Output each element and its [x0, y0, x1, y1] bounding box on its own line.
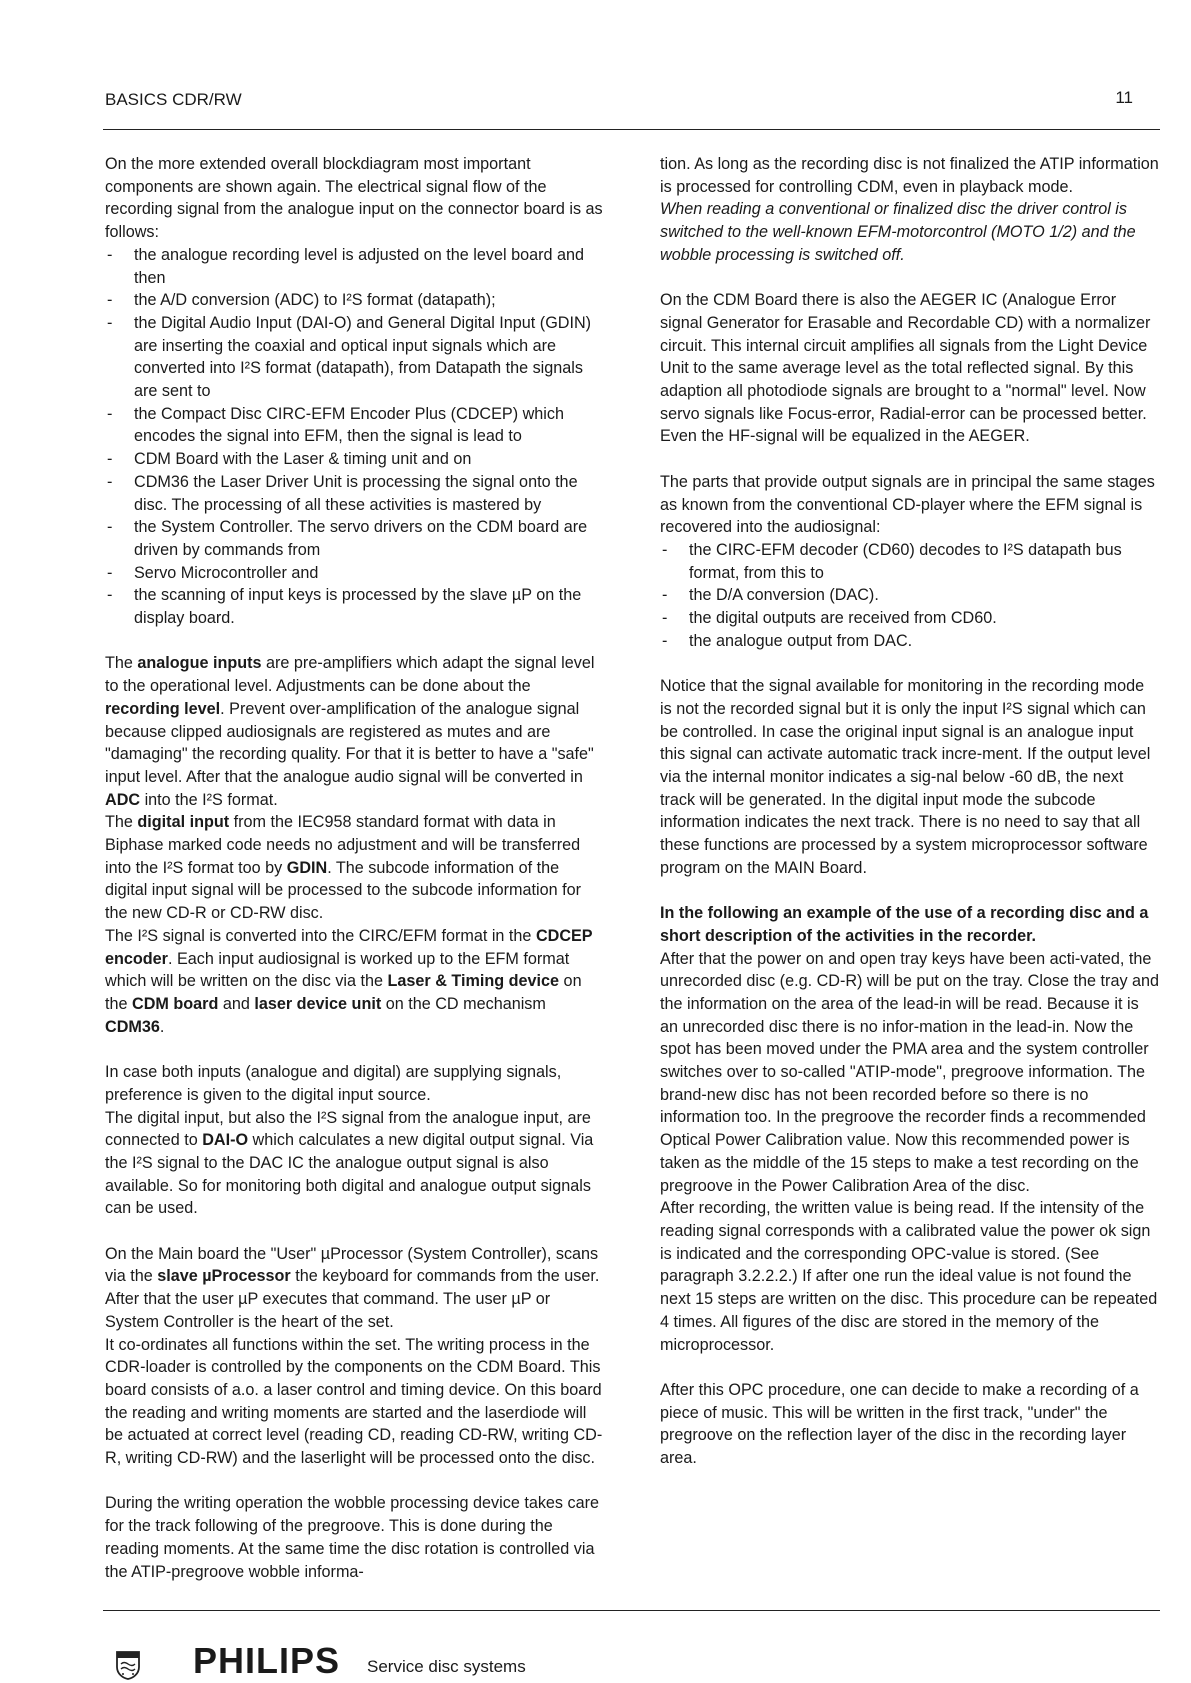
list-item: - the CIRC-EFM decoder (CD60) decodes to I²S datapath bus format, from this to [660, 539, 1160, 584]
header-rule [103, 129, 1160, 130]
footer-caption: Service disc systems [367, 1657, 526, 1676]
output-list [660, 539, 1160, 653]
brand-logo: PHILIPS [193, 1640, 341, 1681]
list-item: - CDM Board with the Laser & timing unit and on [105, 448, 605, 471]
dai-o-paragraph: The digital input, but also the I²S signal from the analogue input, are connected to DAI-O which calculates a new digital output signal. Via the I²S signal to the DAC IC the analogue output signal is also available. So for monitoring both digital and analogue output signals can be used. [105, 1108, 594, 1218]
opc-result-paragraph: After recording, the written value is being read. If the intensity of the reading signal corresponds with a calibrated value the power ok sign is indicated and the corresponding OPC-value is stored. (See paragraph 3.2.2.2.) If after one run the ideal value is not found the next 15 steps are written on the disc. This procedure can be repeated 4 times. All figures of the disc are stored in the memory of the microprocessor. [660, 1199, 1158, 1354]
right-column [660, 153, 1160, 1470]
footer-rule [103, 1610, 1160, 1611]
page-number: 11 [1115, 88, 1133, 107]
list-item: - the D/A conversion (DAC). [660, 584, 1160, 607]
wobble-paragraph: During the writing operation the wobble processing device takes care for the track following of the pregroove. This is done during the reading moments. At the same time the disc rotation is controlled via the ATIP-pregroove wobble informa- [105, 1494, 599, 1581]
list-item: - the digital outputs are received from CD60. [660, 607, 1160, 630]
analogue-inputs-paragraph: The analogue inputs are pre-amplifiers which adapt the signal level to the operational level. Adjustments can be done about the recording level. Prevent over-amplification of the analogue signal because clipped audiosignals are registered as mutes and are "damaging" the recording quality. For that it is better to have a "safe" input level. After that the analogue audio signal will be converted in ADC into the I²S format. [105, 654, 595, 809]
running-header: BASICS CDR/RW [105, 90, 242, 109]
list-item: - Servo Microcontroller and [105, 562, 605, 585]
list-item: - the analogue recording level is adjusted on the level board and then [105, 244, 605, 289]
philips-shield-icon [115, 1650, 141, 1680]
opc-recording-paragraph: After this OPC procedure, one can decide to make a recording of a piece of music. This will be written in the first track, "under" the pregroove on the reflection layer of the disc in the recording layer area. [660, 1380, 1139, 1467]
example-paragraph: After that the power on and open tray keys have been acti-vated, the unrecorded disc (e.g. CD-R) will be put on the tray. Close the tray and the information on the area of the lead-in will be read. Because it is an unrecorded disc there is no infor-mation in the lead-in. Now the spot has been moved under the PMA area and the system controller switches over to so-called "ATIP-mode", pregroove information. The brand-new disc has not been recorded before so there is no information too. In the pregroove the recorder finds a recommended Optical Power Calibration value. Now this recommended power is taken as the middle of the 15 steps to make a test recording on the pregroove in the Power Calibration Area of the disc. [660, 949, 1160, 1195]
signal-flow-list [105, 244, 605, 630]
main-board-paragraph: On the Main board the "User" µProcessor (System Controller), scans via the slave µProcessor the keyboard for commands from the user. After that the user µP executes that command. The user µP or System Controller is the heart of the set. [105, 1244, 600, 1331]
list-item: - the A/D conversion (ADC) to I²S format (datapath); [105, 289, 605, 312]
italic-note: When reading a conventional or finalized disc the driver control is switched to the well-known EFM-motorcontrol (MOTO 1/2) and the wobble processing is switched off. [660, 200, 1136, 264]
list-item: - CDM36 the Laser Driver Unit is processing the signal onto the disc. The processing of all these activities is mastered by [105, 471, 605, 516]
list-item: - the Digital Audio Input (DAI-O) and General Digital Input (GDIN) are inserting the coaxial and optical input signals which are converted into I²S format (datapath), from Datapath the signals are sent to [105, 312, 605, 403]
monitoring-paragraph: Notice that the signal available for monitoring in the recording mode is not the recorded signal but it is only the input I²S signal which can be controlled. In case the original input signal is an analogue input this signal can activate automatic track incre-ment. If the output level via the internal monitor indicates a sig-nal below -60 dB, the next track will be generated. In the digital input mode the subcode information indicates the next track. There is no need to say that all these functions are processed by a system microprocessor software program on the MAIN Board. [660, 677, 1151, 877]
aeger-paragraph: On the CDM Board there is also the AEGER IC (Analogue Error signal Generator for Erasable and Recordable CD) with a normalizer circuit. This internal circuit amplifies all signals from the Light Device Unit to the same average level as the total reflected signal. By this adaption all photodiode signals are brought to a "normal" level. Now servo signals like Focus-error, Radial-error can be processed better. Even the HF-signal will be equalized in the AEGER. [660, 291, 1151, 446]
atip-paragraph: tion. As long as the recording disc is not finalized the ATIP information is processed for controlling CDM, even in playback mode. [660, 155, 1159, 196]
both-inputs-paragraph: In case both inputs (analogue and digital) are supplying signals, preference is given to the digital input source. [105, 1063, 562, 1104]
digital-input-paragraph: The digital input from the IEC958 standard format with data in Biphase marked code needs no adjustment and will be transferred into the I²S format too by GDIN. The subcode information of the digital input signal will be processed to the subcode information for the new CD-R or CD-RW disc. [105, 813, 582, 923]
list-item: - the System Controller. The servo drivers on the CDM board are driven by commands from [105, 516, 605, 561]
list-item: - the scanning of input keys is processed by the slave µP on the display board. [105, 584, 605, 629]
list-item: - the analogue output from DAC. [660, 630, 1160, 653]
cdcep-paragraph: The I²S signal is converted into the CIRC/EFM format in the CDCEP encoder. Each input audiosignal is worked up to the EFM format which will be written on the disc via the Laser & Timing device on the CDM board and laser device unit on the CD mechanism CDM36. [105, 926, 593, 1036]
example-heading: In the following an example of the use of a recording disc and a short description of the activities in the recorder. [660, 904, 1149, 945]
output-parts-paragraph: The parts that provide output signals are in principal the same stages as known from the conventional CD-player where the EFM signal is recovered into the audiosignal: [660, 472, 1155, 537]
coordination-paragraph: It co-ordinates all functions within the set. The writing process in the CDR-loader is controlled by the components on the CDM Board. This board consists of a.o. a laser control and timing device. On this board the reading and writing moments are started and the laserdiode will be actuated at correct level (reading CD, reading CD-RW, writing CD-R, writing CD-RW) and the laserlight will be processed onto the disc. [105, 1335, 603, 1468]
left-column [105, 153, 605, 1583]
list-item: - the Compact Disc CIRC-EFM Encoder Plus (CDCEP) which encodes the signal into EFM, then the signal is lead to [105, 403, 605, 448]
intro-paragraph: On the more extended overall blockdiagram most important components are shown again. The electrical signal flow of the recording signal from the analogue input on the connector board is as follows: [105, 155, 603, 242]
